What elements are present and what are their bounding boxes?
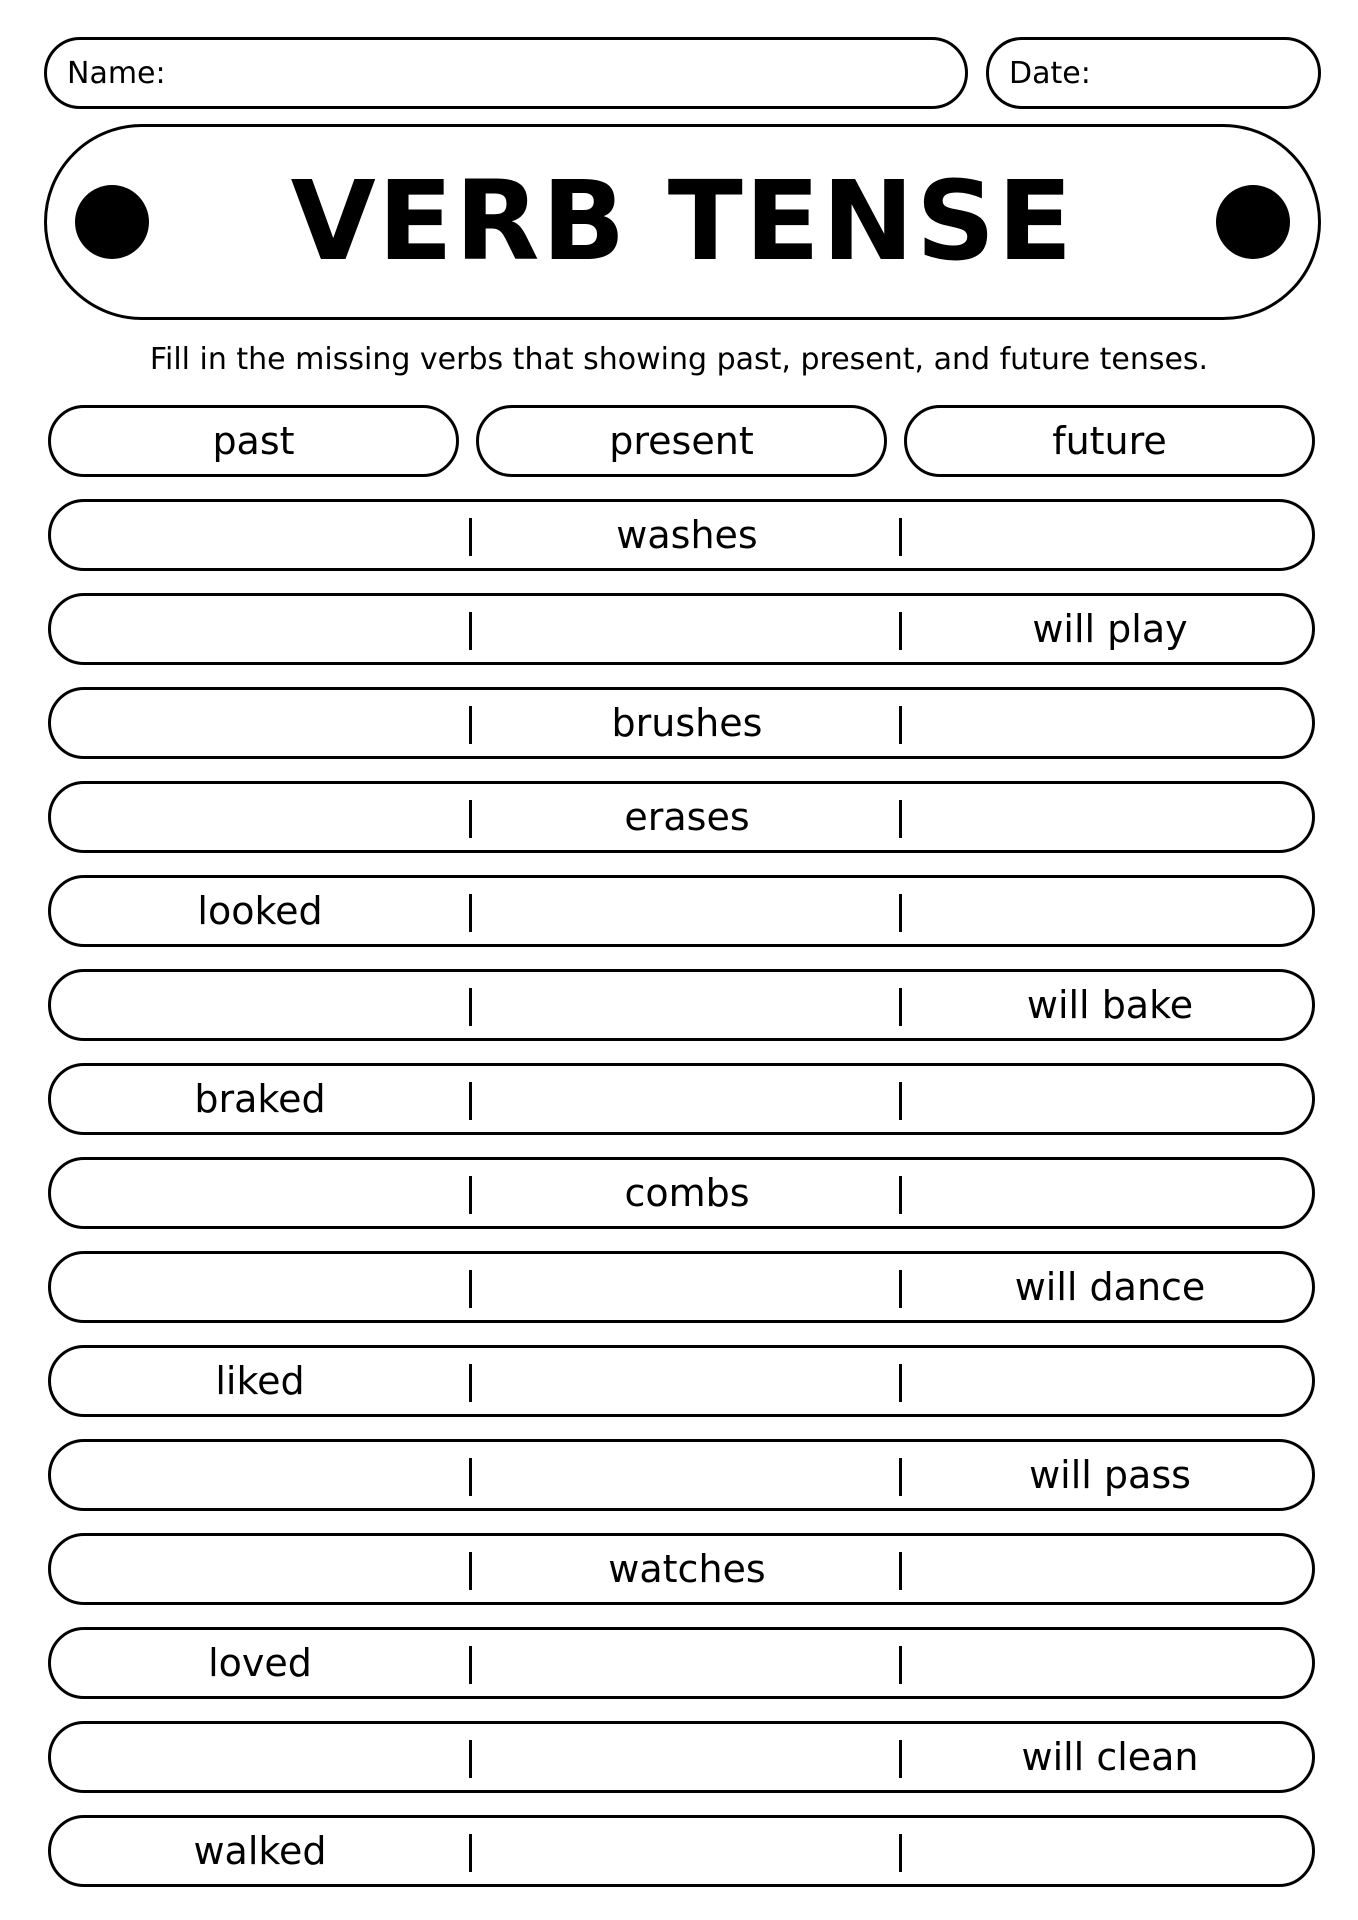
table-row [48, 593, 1315, 665]
column-divider [899, 1270, 902, 1308]
column-divider [469, 1364, 472, 1402]
present-cell[interactable] [475, 1348, 899, 1414]
table-row [48, 969, 1315, 1041]
column-divider [899, 894, 902, 932]
present-cell[interactable] [475, 1818, 899, 1884]
present-cell: washes [616, 513, 758, 557]
column-divider [899, 1646, 902, 1684]
present-cell[interactable] [475, 972, 899, 1038]
table-row [48, 499, 1315, 571]
column-divider [899, 1364, 902, 1402]
present-cell[interactable] [475, 596, 899, 662]
table-row [48, 1345, 1315, 1417]
future-cell[interactable] [905, 1818, 1315, 1884]
column-divider [899, 1552, 902, 1590]
future-cell: will play [1032, 607, 1188, 651]
instructions-text: Fill in the missing verbs that showing past, present, and future tenses. [149, 342, 1209, 377]
present-cell[interactable] [475, 1630, 899, 1696]
column-divider [469, 988, 472, 1026]
column-divider [469, 518, 472, 556]
column-divider [899, 1740, 902, 1778]
column-divider [899, 1176, 902, 1214]
column-divider [469, 1176, 472, 1214]
table-row [48, 1627, 1315, 1699]
future-cell: will bake [1026, 983, 1194, 1027]
present-cell: brushes [611, 701, 763, 745]
column-divider [469, 612, 472, 650]
future-cell[interactable] [905, 690, 1315, 756]
future-cell: will dance [1014, 1265, 1206, 1309]
future-cell[interactable] [905, 502, 1315, 568]
table-row [48, 781, 1315, 853]
past-cell: braked [194, 1077, 326, 1121]
column-divider [899, 800, 902, 838]
future-cell[interactable] [905, 784, 1315, 850]
past-cell: walked [193, 1829, 327, 1873]
name-label: Name: [67, 56, 166, 91]
column-divider [469, 1458, 472, 1496]
present-cell: erases [624, 795, 750, 839]
name-field[interactable] [44, 37, 968, 109]
table-row [48, 1063, 1315, 1135]
column-divider [899, 1458, 902, 1496]
present-cell[interactable] [475, 1254, 899, 1320]
present-cell[interactable] [475, 878, 899, 944]
column-divider [899, 1082, 902, 1120]
future-cell: will pass [1029, 1453, 1191, 1497]
column-header-present: present [476, 405, 887, 477]
future-cell[interactable] [905, 1536, 1315, 1602]
column-divider [899, 1834, 902, 1872]
future-cell[interactable] [905, 1066, 1315, 1132]
column-divider [899, 988, 902, 1026]
present-cell[interactable] [475, 1066, 899, 1132]
table-row [48, 687, 1315, 759]
future-cell[interactable] [905, 1348, 1315, 1414]
column-divider [469, 1834, 472, 1872]
table-row [48, 875, 1315, 947]
column-divider [469, 1740, 472, 1778]
column-divider [469, 894, 472, 932]
past-cell[interactable] [51, 1536, 469, 1602]
past-cell[interactable] [51, 1254, 469, 1320]
title-banner [44, 124, 1321, 320]
present-cell: combs [624, 1171, 750, 1215]
table-row [48, 1721, 1315, 1793]
past-cell[interactable] [51, 1442, 469, 1508]
past-cell[interactable] [51, 502, 469, 568]
right-dot-icon [1216, 185, 1290, 259]
table-row [48, 1815, 1315, 1887]
date-field[interactable] [986, 37, 1321, 109]
future-cell[interactable] [905, 1630, 1315, 1696]
past-cell[interactable] [51, 1160, 469, 1226]
table-row [48, 1439, 1315, 1511]
date-label: Date: [1009, 56, 1091, 91]
column-divider [469, 1082, 472, 1120]
column-divider [899, 706, 902, 744]
column-divider [469, 1270, 472, 1308]
past-cell: looked [197, 889, 323, 933]
past-cell[interactable] [51, 596, 469, 662]
column-divider [899, 612, 902, 650]
column-header-future: future [904, 405, 1315, 477]
present-cell[interactable] [475, 1724, 899, 1790]
column-divider [469, 706, 472, 744]
present-cell[interactable] [475, 1442, 899, 1508]
past-cell[interactable] [51, 690, 469, 756]
table-row [48, 1533, 1315, 1605]
table-row [48, 1251, 1315, 1323]
past-cell: liked [215, 1359, 305, 1403]
future-cell[interactable] [905, 1160, 1315, 1226]
column-divider [469, 800, 472, 838]
column-divider [899, 518, 902, 556]
column-divider [469, 1646, 472, 1684]
table-row [48, 1157, 1315, 1229]
future-cell[interactable] [905, 878, 1315, 944]
past-cell: loved [208, 1641, 312, 1685]
page-title: VERB TENSE [290, 157, 1075, 285]
past-cell[interactable] [51, 784, 469, 850]
past-cell[interactable] [51, 972, 469, 1038]
column-divider [469, 1552, 472, 1590]
past-cell[interactable] [51, 1724, 469, 1790]
future-cell: will clean [1021, 1735, 1199, 1779]
present-cell: watches [608, 1547, 766, 1591]
column-header-past: past [48, 405, 459, 477]
